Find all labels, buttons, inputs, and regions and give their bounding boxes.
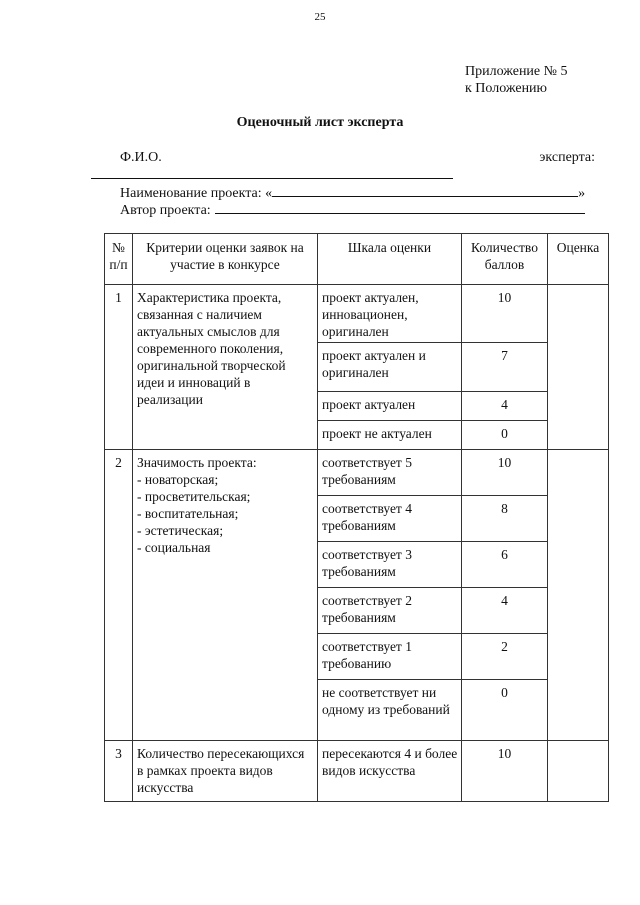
scale-cell: соответствует 5 требованиям xyxy=(318,450,462,496)
table-header-row xyxy=(105,234,609,285)
score-cell[interactable] xyxy=(548,741,609,802)
project-name-row xyxy=(120,184,585,202)
criterion-line: - воспитательная; xyxy=(137,506,239,521)
criterion-line: Характеристика проекта, связанная с наличием актуальных смыслов для современного поколения, оригинальной творческой идеи и инноваций в реализации xyxy=(137,290,286,407)
criterion-text xyxy=(133,285,318,450)
appendix-note xyxy=(465,63,568,97)
points-cell: 2 xyxy=(462,634,548,680)
table-row xyxy=(105,741,609,802)
table-row xyxy=(105,285,609,343)
header-score: Оценка xyxy=(548,234,609,285)
evaluation-table xyxy=(104,233,609,802)
scale-cell: соответствует 1 требованию xyxy=(318,634,462,680)
author-label: Автор проекта: xyxy=(120,203,211,218)
project-name-blank xyxy=(272,184,578,197)
points-cell: 8 xyxy=(462,496,548,542)
score-cell[interactable] xyxy=(548,285,609,450)
document-title: Оценочный лист эксперта xyxy=(236,115,404,130)
scale-cell: соответствует 2 требованиям xyxy=(318,588,462,634)
appendix-line-2: к Положению xyxy=(465,81,548,96)
criterion-number: 1 xyxy=(105,285,133,450)
scale-cell: не соответствует ни одному из требований xyxy=(318,680,462,741)
header-scale: Шкала оценки xyxy=(318,234,462,285)
header-points: Количество баллов xyxy=(462,234,548,285)
criterion-line: - просветительская; xyxy=(137,489,251,504)
criterion-number: 2 xyxy=(105,450,133,741)
points-cell: 0 xyxy=(462,680,548,741)
criterion-line: - новаторская; xyxy=(137,472,219,487)
scale-cell: проект не актуален xyxy=(318,421,462,450)
header-criteria: Критерии оценки заявок на участие в конкурсе xyxy=(133,234,318,285)
fio-label: Ф.И.О. xyxy=(120,150,162,165)
score-cell[interactable] xyxy=(548,450,609,741)
scale-cell: соответствует 4 требованиям xyxy=(318,496,462,542)
scale-cell: соответствует 3 требованиям xyxy=(318,542,462,588)
criterion-line: - эстетическая; xyxy=(137,523,224,538)
scale-cell: проект актуален xyxy=(318,392,462,421)
criterion-text xyxy=(133,450,318,741)
page-number: 25 xyxy=(314,11,326,23)
points-cell: 10 xyxy=(462,741,548,802)
header-num: № п/п xyxy=(105,234,133,285)
points-cell: 6 xyxy=(462,542,548,588)
points-cell: 7 xyxy=(462,343,548,392)
criterion-number: 3 xyxy=(105,741,133,802)
points-cell: 4 xyxy=(462,392,548,421)
points-cell: 10 xyxy=(462,450,548,496)
criterion-text xyxy=(133,741,318,802)
fio-blank-line xyxy=(91,178,453,179)
author-blank xyxy=(215,201,585,214)
scale-cell: проект актуален и оригинален xyxy=(318,343,462,392)
scale-cell: проект актуален, инновационен, оригинален xyxy=(318,285,462,343)
criterion-line: - социальная xyxy=(137,540,211,555)
author-row xyxy=(120,201,585,219)
criterion-line: Количество пересекающихся в рамках проекта видов искусства xyxy=(137,746,305,795)
expert-label: эксперта: xyxy=(539,150,595,165)
points-cell: 4 xyxy=(462,588,548,634)
scale-cell: пересекаются 4 и более видов искусства xyxy=(318,741,462,802)
appendix-line-1: Приложение № 5 xyxy=(465,64,568,79)
project-name-label: Наименование проекта: « xyxy=(120,186,273,201)
table-row xyxy=(105,450,609,496)
points-cell: 0 xyxy=(462,421,548,450)
points-cell: 10 xyxy=(462,285,548,343)
criterion-line: Значимость проекта: xyxy=(137,455,257,470)
project-name-close-quote: » xyxy=(578,186,586,201)
